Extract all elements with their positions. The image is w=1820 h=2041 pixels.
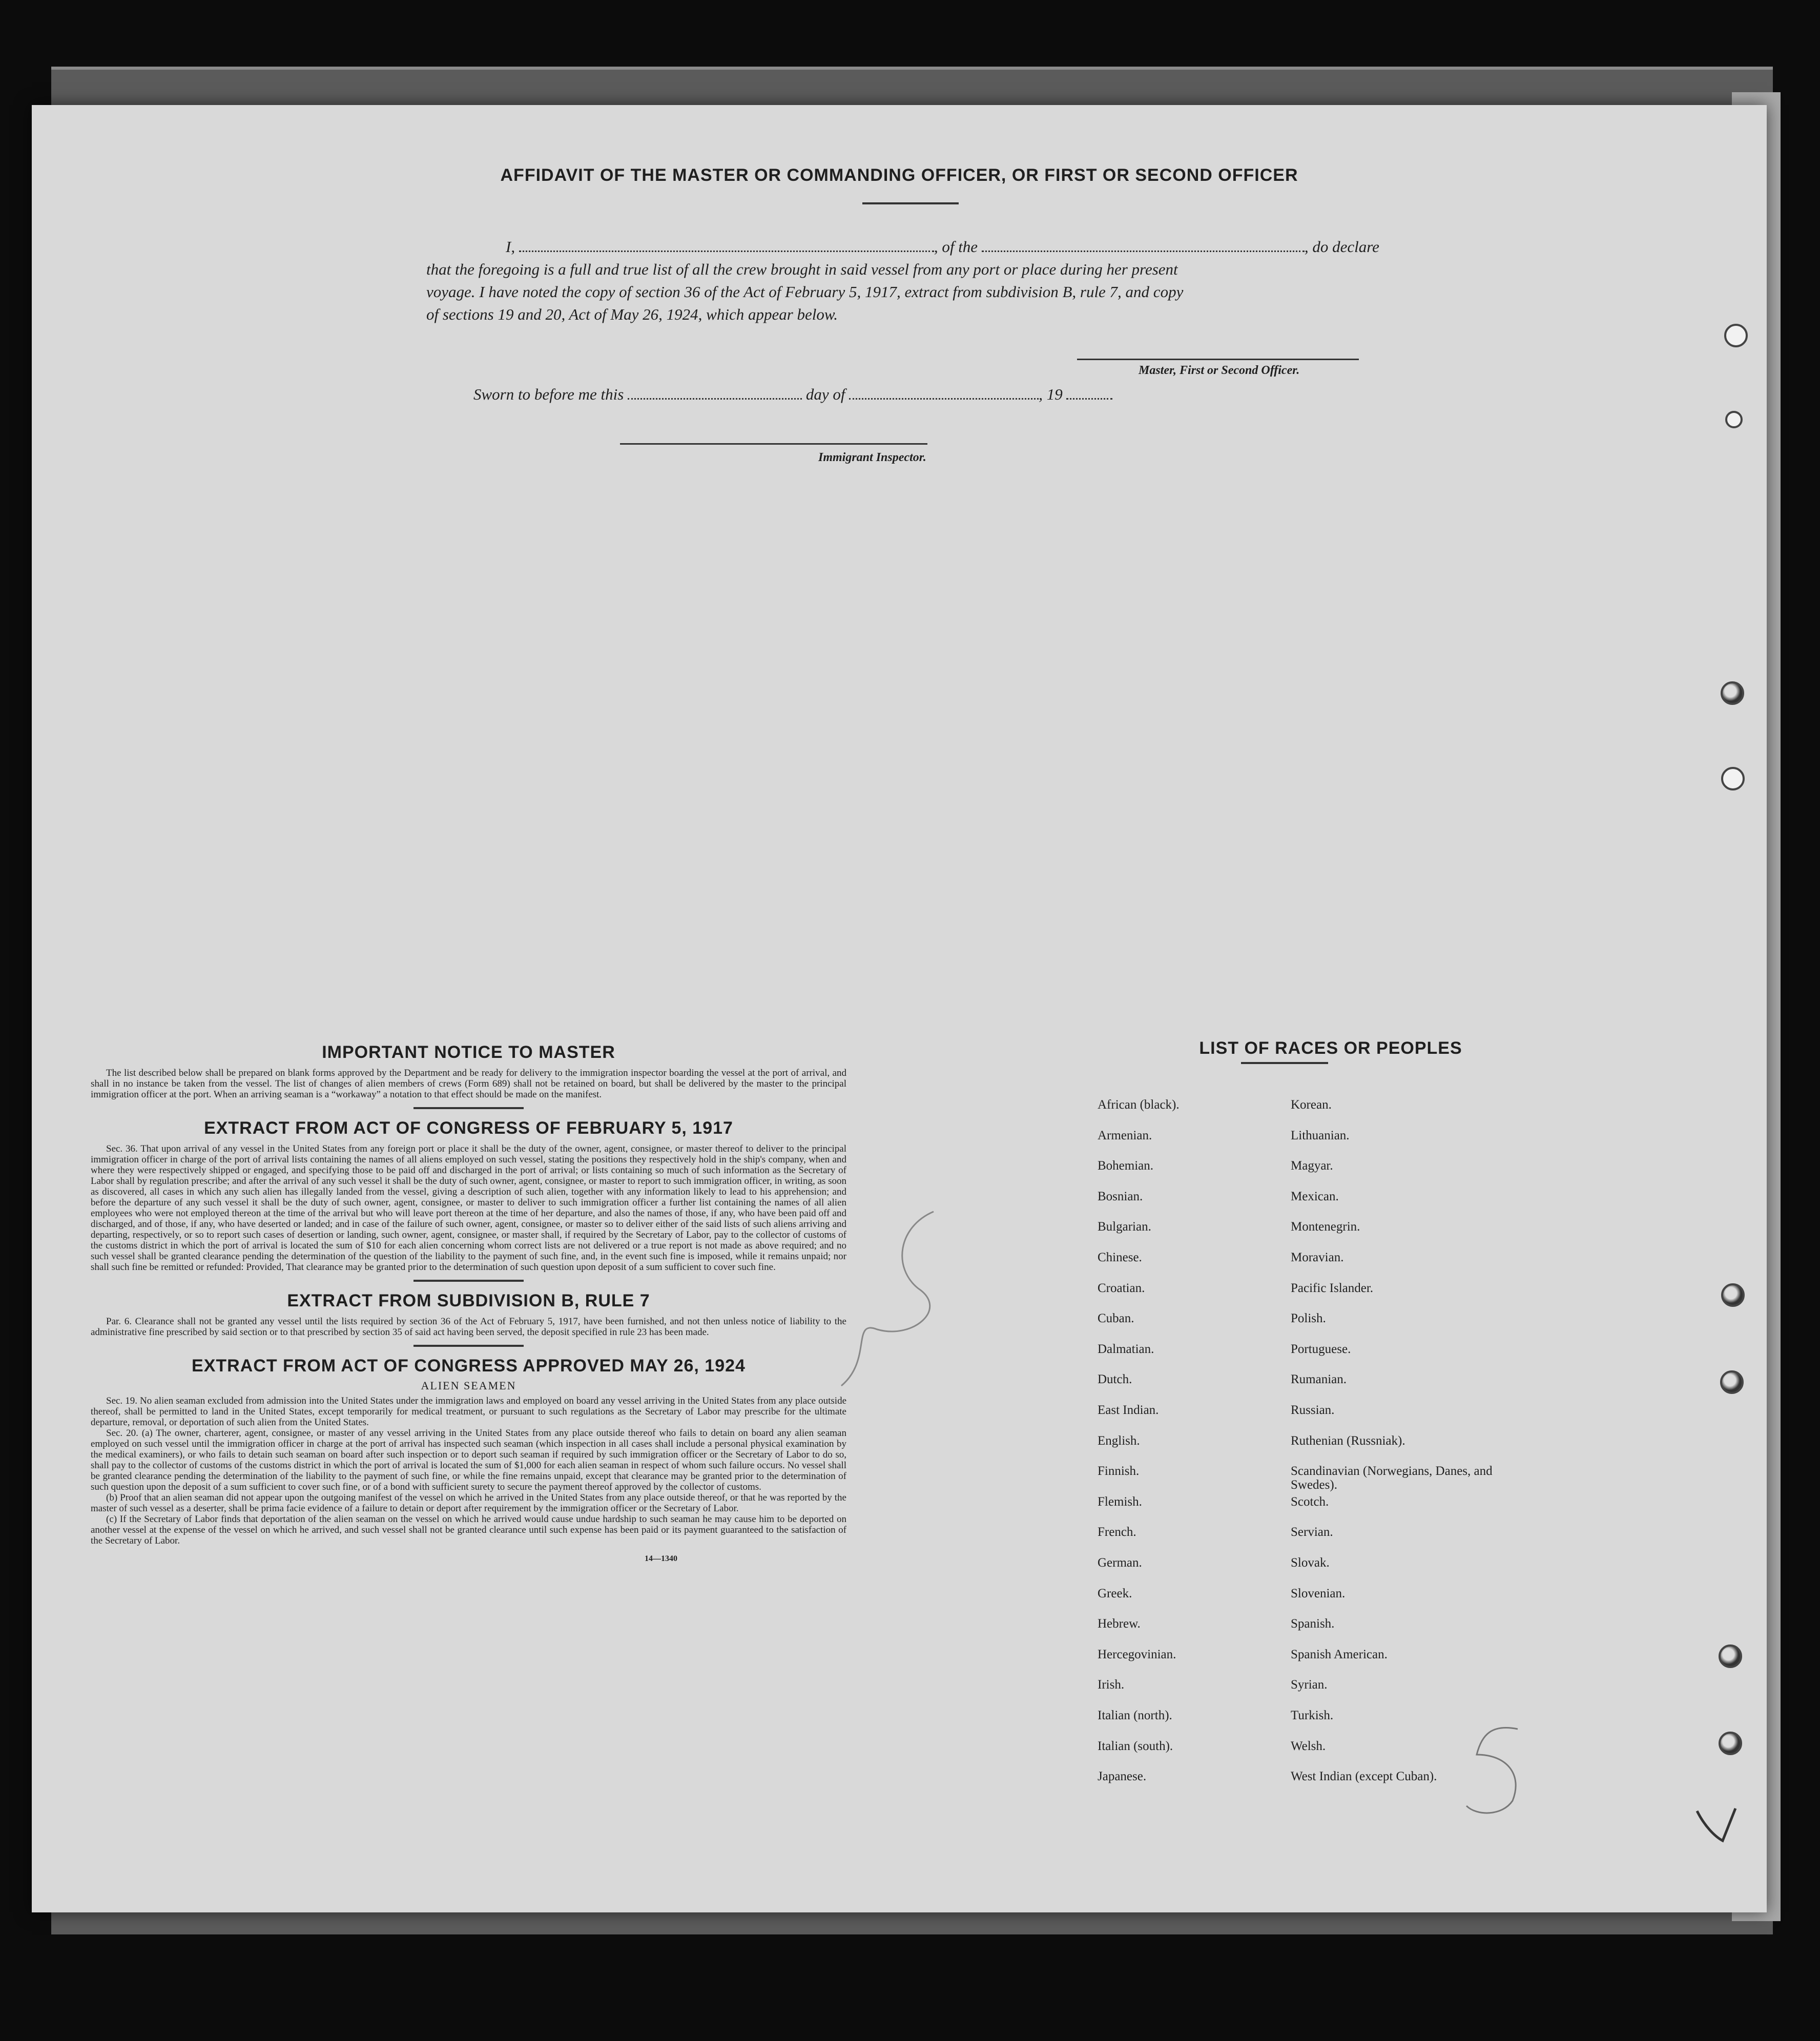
- race-item: Portuguese.: [1291, 1342, 1351, 1356]
- race-item: Italian (north).: [1098, 1709, 1172, 1722]
- affidavit-i: I,: [506, 238, 515, 256]
- race-item: Armenian.: [1098, 1128, 1152, 1142]
- act-1924-sec19: Sec. 19. No alien seaman excluded from admission into the United States under the immigration laws and employed on board any vessel arriving in the United States from any place outside thereof, shall be permitted to land in the United States, except temporarily for medical treatment, or pursuant to such regulations as the Secretary of Labor may prescribe for the ultimate departure, removal, or deportation of such alien from the United States.: [91, 1396, 846, 1428]
- master-signature-field[interactable]: [1077, 359, 1359, 360]
- sworn-label: Sworn to before me this: [473, 385, 624, 403]
- section-rule: [413, 1280, 524, 1282]
- act-1924-sec20a: Sec. 20. (a) The owner, charterer, agent, consignee, or master of any vessel arriving in the United States from any place outside thereof who fails to detain on board any alien seaman employed on such vessel until the immigration officer in charge at the port of arrival has inspected such seaman (which inspection in all cases shall include a personal physical examination by the medical examiners), or who fails to detain such seaman on board after such inspection or to deport such seaman if required by such immigration officer or the Secretary of Labor to do so, shall pay to the collector of customs of the customs district in which the port of arrival is located the sum of $1,000 for each alien seaman in respect of whom such failure occurs. No vessel shall be granted clearance pending the determination of the liability to the payment of such fine, or while the fine remains unpaid, except that clearance may be granted prior to the determination of such question upon the deposit of a sum sufficient to cover such fine, or of a bond with sufficient surety to secure the payment thereof approved by the collector of customs.: [91, 1428, 846, 1492]
- race-item: Chinese.: [1098, 1251, 1142, 1264]
- race-item: Slovak.: [1291, 1556, 1330, 1570]
- punch-hole: [1725, 411, 1743, 428]
- master-signature-label: Master, First or Second Officer.: [1139, 364, 1300, 377]
- sworn-day-of: day of: [805, 385, 845, 403]
- race-item: Scotch.: [1291, 1494, 1329, 1509]
- punch-hole: [1724, 324, 1748, 347]
- affidavit-line-1: [426, 236, 1425, 258]
- sworn-month-field[interactable]: [849, 386, 1039, 400]
- races-title-rule: [1241, 1062, 1328, 1064]
- race-item: West Indian (except Cuban).: [1291, 1769, 1437, 1784]
- race-item: English.: [1098, 1433, 1140, 1448]
- race-item: Pacific Islander.: [1291, 1281, 1374, 1295]
- race-item: Turkish.: [1291, 1709, 1334, 1722]
- race-item: Greek.: [1098, 1586, 1132, 1600]
- act-1917-title: EXTRACT FROM ACT OF CONGRESS OF FEBRUARY 5, 1917: [204, 1118, 733, 1138]
- race-item: Italian (south).: [1098, 1739, 1173, 1753]
- race-item: Magyar.: [1291, 1159, 1333, 1173]
- race-item: Japanese.: [1098, 1769, 1147, 1784]
- act-1924-sec20c: (c) If the Secretary of Labor finds that deportation of the alien seaman on the vessel on which he arrived would cause undue hardship to such seaman he may cause him to be deported on another vessel at the expense of the vessel on which he arrived, and such vessel shall not be granted clearance until such expense has been paid or its payment guaranteed to the satisfaction of the Secretary of Labor.: [91, 1514, 846, 1546]
- race-item: African (black).: [1098, 1098, 1180, 1112]
- rule-7-title: EXTRACT FROM SUBDIVISION B, RULE 7: [287, 1291, 650, 1310]
- alien-seamen-subtitle: ALIEN SEAMEN: [421, 1379, 516, 1392]
- section-rule: [413, 1345, 524, 1347]
- officer-name-field[interactable]: [519, 238, 934, 252]
- punch-hole: [1721, 767, 1745, 790]
- race-item: Dutch.: [1098, 1372, 1132, 1387]
- race-item: Irish.: [1098, 1678, 1125, 1692]
- race-item: French.: [1098, 1525, 1136, 1539]
- race-item: Syrian.: [1291, 1678, 1328, 1692]
- sworn-day-field[interactable]: [628, 386, 802, 400]
- race-item: Finnish.: [1098, 1464, 1140, 1478]
- affidavit-line-2: that the foregoing is a full and true list of all the crew brought in said vessel from any port or place during her present: [426, 260, 1178, 278]
- race-item: Polish.: [1291, 1311, 1326, 1326]
- race-item: Slovenian.: [1291, 1586, 1346, 1600]
- document-page: [32, 105, 1767, 1912]
- race-item: Scandinavian (Norwegians, Danes, and Swedes).: [1291, 1464, 1493, 1492]
- vessel-name-field[interactable]: [982, 238, 1305, 252]
- inspector-label: Immigrant Inspector.: [818, 451, 926, 464]
- rule-7-text: Par. 6. Clearance shall not be granted any vessel until the lists required by section 36 of the Act of February 5, 1917, have been furnished, and not then unless notice of liability to the administrative fine prescribed by said section or to that prescribed by section 35 of said act having been served, the deposit specified in rule 23 has been made.: [91, 1316, 846, 1338]
- form-number: 14—1340: [645, 1554, 677, 1563]
- notice-title: IMPORTANT NOTICE TO MASTER: [322, 1043, 615, 1062]
- race-item: Moravian.: [1291, 1251, 1344, 1264]
- act-1917-text: Sec. 36. That upon arrival of any vessel in the United States from any foreign port or place it shall be the duty of the owner, agent, consignee, or master thereof to deliver to the principal immigration officer in charge of the port of arrival lists containing the names of all aliens employed on such vessel, stating the positions they respectively hold in the ship's company, when and where they were respectively shipped or engaged, and specifying those to be paid off and discharged in the port of arrival; or lists containing so much of such information as the Secretary of Labor shall by regulation prescribe; and after the arrival of any such vessel it shall be the duty of such owner, agent, consignee, or master to report to such immigration officer, in writing, as soon as discovered, all cases in which any such alien has illegally landed from the vessel, giving a description of such alien, together with any information likely to lead to his apprehension; and before the departure of any such vessel it shall be the duty of such owner, agent, consignee, or master to deliver to such immigration officer a further list containing the names of all alien employees who were not employed thereon at the time of the arrival but who will leave port thereon at the time of her departure, and also the names of those, if any, who have been paid off and discharged, and of those, if any, who have deserted or landed; and in case of the failure of such owner, agent, consignee, or master so to deliver either of the said lists of such aliens arriving and departing, respectively, or so to report such cases of desertion or landing, such owner, agent, consignee, or master shall, if required by the Secretary of Labor, pay to the collector of customs of the customs district in which the port of arrival is located the sum of $10 for each alien concerning whom correct lists are not delivered or a true report is not made as above required; and no such vessel shall be granted clearance pending the determination of the question of the liability to the payment of such fine, and, in the event such fine is imposed, while it remains unpaid; nor shall such fine be remitted or refunded: Provided, That clearance may be granted prior to the determination of such question upon deposit of a sum sufficient to cover such fine.: [91, 1143, 846, 1273]
- race-item: Spanish American.: [1291, 1647, 1388, 1661]
- race-item: Korean.: [1291, 1098, 1332, 1112]
- race-item: German.: [1098, 1556, 1142, 1570]
- notice-text: The list described below shall be prepared on blank forms approved by the Department and be ready for delivery to the immigration inspector boarding the vessel at the port of arrival, and shall in no instance be taken from the vessel. The list of changes of alien members of crews (Form 689) shall not be retained on board, but shall be delivered by the master to the principal immigration officer at the port. When an arriving seaman is a “workaway” a notation to that effect should be made on the manifest.: [91, 1068, 846, 1100]
- race-item: Spanish.: [1291, 1617, 1335, 1631]
- pen-mark-check: [1694, 1806, 1741, 1847]
- sworn-year-prefix: , 19: [1039, 385, 1063, 403]
- sworn-line: [473, 385, 1112, 404]
- punch-hole: [1719, 1644, 1742, 1668]
- race-item: Rumanian.: [1291, 1372, 1347, 1387]
- notice-section: [91, 1043, 846, 1564]
- pen-mark-scribble: [831, 1206, 964, 1396]
- race-item: Bohemian.: [1098, 1159, 1154, 1173]
- race-item: Ruthenian (Russniak).: [1291, 1433, 1405, 1448]
- affidavit-title: AFFIDAVIT OF THE MASTER OR COMMANDING OFFICER, OR FIRST OR SECOND OFFICER: [500, 165, 1298, 185]
- race-item: Russian.: [1291, 1403, 1335, 1417]
- inspector-signature-field[interactable]: [620, 443, 927, 445]
- race-item: Hercegovinian.: [1098, 1647, 1176, 1661]
- punch-hole: [1721, 681, 1744, 705]
- race-item: Bosnian.: [1098, 1189, 1143, 1203]
- punch-hole: [1721, 1283, 1745, 1307]
- affidavit-line-3: voyage. I have noted the copy of section 36 of the Act of February 5, 1917, extract from subdivision B, rule 7, and copy: [426, 283, 1184, 301]
- act-1924-title: EXTRACT FROM ACT OF CONGRESS APPROVED MAY 26, 1924: [192, 1356, 746, 1376]
- race-item: Hebrew.: [1098, 1617, 1141, 1631]
- races-title: LIST OF RACES OR PEOPLES: [1199, 1038, 1462, 1058]
- affidavit-do-declare: , do declare: [1304, 238, 1379, 256]
- race-item: Cuban.: [1098, 1311, 1134, 1326]
- race-item: Dalmatian.: [1098, 1342, 1154, 1356]
- race-item: Mexican.: [1291, 1189, 1339, 1203]
- section-rule: [413, 1107, 524, 1109]
- punch-hole: [1719, 1732, 1742, 1755]
- affidavit-line-4: of sections 19 and 20, Act of May 26, 1924, which appear below.: [426, 305, 838, 323]
- sworn-year-field[interactable]: [1066, 386, 1112, 400]
- race-item: Montenegrin.: [1291, 1220, 1360, 1234]
- act-1924-sec20b: (b) Proof that an alien seaman did not appear upon the outgoing manifest of the vessel on which he arrived in the United States from any place outside thereof, or that he was reported by the master of such vessel as a deserter, shall be prima facie evidence of a failure to detain or deport after requirement by the immigration officer or the Secretary of Labor.: [91, 1492, 846, 1514]
- race-item: East Indian.: [1098, 1403, 1159, 1417]
- race-item: Bulgarian.: [1098, 1220, 1151, 1234]
- affidavit-of-the: , of the: [934, 238, 978, 256]
- race-item: Servian.: [1291, 1525, 1333, 1539]
- race-item: Lithuanian.: [1291, 1128, 1350, 1142]
- race-item: Flemish.: [1098, 1494, 1142, 1509]
- affidavit-title-rule: [862, 202, 959, 204]
- punch-hole: [1720, 1370, 1744, 1394]
- race-item: Welsh.: [1291, 1739, 1326, 1753]
- race-item: Croatian.: [1098, 1281, 1145, 1295]
